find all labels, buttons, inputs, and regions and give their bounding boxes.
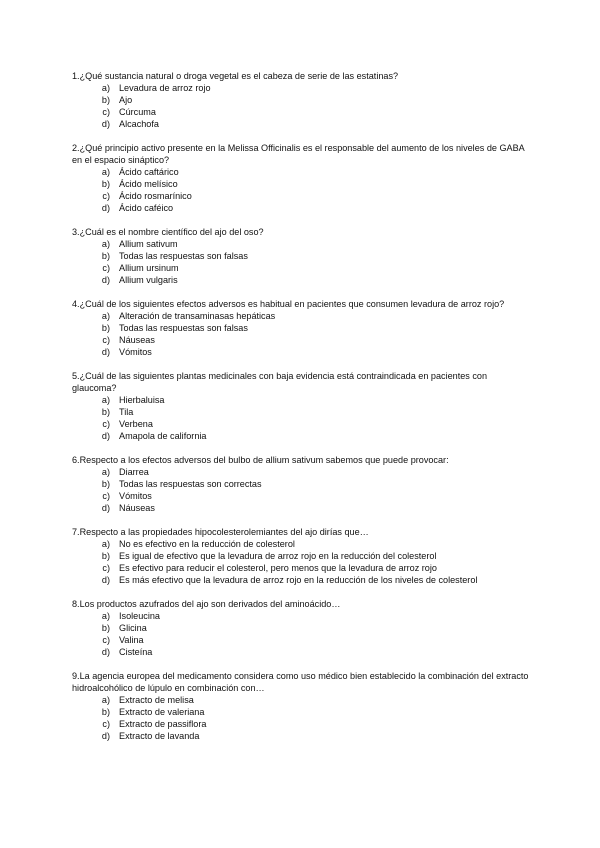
- option-letter: d): [101, 647, 110, 657]
- option-letter: a): [101, 539, 110, 549]
- question-text: 6.Respecto a los efectos adversos del bulbo de allium sativum sabemos que puede provocar:: [72, 455, 449, 465]
- answer-option-b: [91, 94, 532, 106]
- answer-option-a: [91, 466, 532, 478]
- option-letter: b): [101, 179, 110, 189]
- option-letter: c): [102, 491, 110, 501]
- answer-option-d: [91, 730, 532, 742]
- option-text: Hierbaluisa: [119, 395, 165, 405]
- option-letter: b): [101, 95, 110, 105]
- answer-option-c: [91, 106, 532, 118]
- option-letter: c): [102, 107, 110, 117]
- answer-option-d: [91, 202, 532, 214]
- option-letter: d): [101, 431, 110, 441]
- option-text: Verbena: [119, 419, 153, 429]
- answer-option-c: [91, 634, 532, 646]
- option-text: Levadura de arroz rojo: [119, 83, 211, 93]
- option-letter: a): [101, 695, 110, 705]
- question-text: 1.¿Qué sustancia natural o droga vegetal es el cabeza de serie de las estatinas?: [72, 71, 399, 81]
- answer-option-b: [91, 706, 532, 718]
- answer-option-a: [91, 538, 532, 550]
- option-text: No es efectivo en la reducción de colesterol: [119, 539, 295, 549]
- question-text: 9.La agencia europea del medicamento considera como uso médico bien establecido la combinación del extracto hidroalcohólico de lúpulo en combinación con…: [72, 671, 529, 693]
- option-text: Ácido caftárico: [119, 167, 179, 177]
- option-letter: c): [102, 263, 110, 273]
- option-letter: b): [101, 551, 110, 561]
- question-4: [72, 298, 532, 358]
- option-text: Alteración de transaminasas hepáticas: [119, 311, 276, 321]
- answer-option-a: [91, 394, 532, 406]
- answer-option-d: [91, 646, 532, 658]
- option-text: Diarrea: [119, 467, 149, 477]
- option-text: Cúrcuma: [119, 107, 156, 117]
- option-text: Todas las respuestas son falsas: [119, 251, 248, 261]
- question-7: [72, 526, 532, 586]
- answer-options: [72, 82, 532, 130]
- option-text: Náuseas: [119, 335, 155, 345]
- answer-option-d: [91, 346, 532, 358]
- option-text: Náuseas: [119, 503, 155, 513]
- question-text: 2.¿Qué principio activo presente en la Melissa Officinalis es el responsable del aumento de los niveles de GABA en el espacio sináptico?: [72, 143, 525, 165]
- question-text: 4.¿Cuál de los siguientes efectos adversos es habitual en pacientes que consumen levadura de arroz rojo?: [72, 299, 505, 309]
- option-letter: a): [101, 311, 110, 321]
- answer-option-a: [91, 694, 532, 706]
- option-text: Extracto de passiflora: [119, 719, 207, 729]
- option-letter: b): [101, 479, 110, 489]
- option-text: Allium ursinum: [119, 263, 179, 273]
- answer-option-b: [91, 250, 532, 262]
- option-text: Ajo: [119, 95, 133, 105]
- answer-option-a: [91, 610, 532, 622]
- answer-option-a: [91, 238, 532, 250]
- option-text: Extracto de valeriana: [119, 707, 205, 717]
- answer-option-d: [91, 274, 532, 286]
- option-text: Vómitos: [119, 491, 152, 501]
- question-text: 3.¿Cuál es el nombre científico del ajo del oso?: [72, 227, 264, 237]
- question-2: [72, 142, 532, 214]
- answer-option-d: [91, 430, 532, 442]
- answer-option-c: [91, 262, 532, 274]
- answer-options: [72, 694, 532, 742]
- answer-options: [72, 466, 532, 514]
- question-text: 7.Respecto a las propiedades hipocolesterolemiantes del ajo dirías que…: [72, 527, 369, 537]
- answer-option-b: [91, 322, 532, 334]
- option-text: Extracto de lavanda: [119, 731, 200, 741]
- option-letter: a): [101, 83, 110, 93]
- option-letter: a): [101, 611, 110, 621]
- option-letter: c): [102, 719, 110, 729]
- answer-option-b: [91, 178, 532, 190]
- option-text: Ácido caféico: [119, 203, 174, 213]
- option-letter: b): [101, 323, 110, 333]
- option-letter: d): [101, 731, 110, 741]
- answer-options: [72, 394, 532, 442]
- answer-option-b: [91, 550, 532, 562]
- option-text: Ácido melísico: [119, 179, 178, 189]
- option-text: Glicina: [119, 623, 147, 633]
- option-letter: d): [101, 203, 110, 213]
- answer-option-c: [91, 334, 532, 346]
- option-text: Vómitos: [119, 347, 152, 357]
- option-text: Es igual de efectivo que la levadura de arroz rojo en la reducción del colesterol: [119, 551, 437, 561]
- quiz-question-list: [72, 70, 532, 754]
- option-letter: c): [102, 419, 110, 429]
- option-text: Valina: [119, 635, 144, 645]
- answer-option-c: [91, 718, 532, 730]
- option-letter: d): [101, 575, 110, 585]
- answer-options: [72, 238, 532, 286]
- option-text: Extracto de melisa: [119, 695, 194, 705]
- option-letter: c): [102, 563, 110, 573]
- answer-options: [72, 166, 532, 214]
- option-letter: d): [101, 275, 110, 285]
- answer-option-b: [91, 478, 532, 490]
- option-text: Isoleucina: [119, 611, 160, 621]
- option-text: Allium vulgaris: [119, 275, 178, 285]
- option-letter: a): [101, 239, 110, 249]
- option-text: Es efectivo para reducir el colesterol, pero menos que la levadura de arroz rojo: [119, 563, 437, 573]
- answer-option-b: [91, 406, 532, 418]
- question-6: [72, 454, 532, 514]
- option-letter: b): [101, 623, 110, 633]
- question-3: [72, 226, 532, 286]
- option-letter: a): [101, 395, 110, 405]
- answer-option-c: [91, 490, 532, 502]
- option-letter: c): [102, 635, 110, 645]
- question-8: [72, 598, 532, 658]
- option-letter: d): [101, 119, 110, 129]
- option-letter: b): [101, 407, 110, 417]
- answer-option-d: [91, 118, 532, 130]
- answer-options: [72, 610, 532, 658]
- option-text: Ácido rosmarínico: [119, 191, 192, 201]
- answer-option-d: [91, 574, 532, 586]
- option-text: Allium sativum: [119, 239, 178, 249]
- answer-option-a: [91, 166, 532, 178]
- answer-options: [72, 310, 532, 358]
- option-text: Amapola de california: [119, 431, 207, 441]
- question-1: [72, 70, 532, 130]
- option-text: Todas las respuestas son correctas: [119, 479, 262, 489]
- answer-option-d: [91, 502, 532, 514]
- option-letter: b): [101, 251, 110, 261]
- option-text: Tila: [119, 407, 134, 417]
- option-text: Cisteína: [119, 647, 153, 657]
- option-letter: a): [101, 467, 110, 477]
- question-text: 5.¿Cuál de las siguientes plantas medicinales con baja evidencia está contraindicada en pacientes con glaucoma?: [72, 371, 488, 393]
- option-letter: d): [101, 347, 110, 357]
- answer-option-c: [91, 418, 532, 430]
- option-letter: d): [101, 503, 110, 513]
- option-text: Todas las respuestas son falsas: [119, 323, 248, 333]
- option-letter: c): [102, 335, 110, 345]
- answer-option-c: [91, 562, 532, 574]
- option-letter: a): [101, 167, 110, 177]
- option-letter: c): [102, 191, 110, 201]
- option-text: Es más efectivo que la levadura de arroz rojo en la reducción de los niveles de colesterol: [119, 575, 478, 585]
- question-9: [72, 670, 532, 742]
- option-letter: b): [101, 707, 110, 717]
- answer-options: [72, 538, 532, 586]
- answer-option-c: [91, 190, 532, 202]
- question-5: [72, 370, 532, 442]
- answer-option-a: [91, 82, 532, 94]
- answer-option-a: [91, 310, 532, 322]
- answer-option-b: [91, 622, 532, 634]
- option-text: Alcachofa: [119, 119, 159, 129]
- question-text: 8.Los productos azufrados del ajo son derivados del aminoácido…: [72, 599, 341, 609]
